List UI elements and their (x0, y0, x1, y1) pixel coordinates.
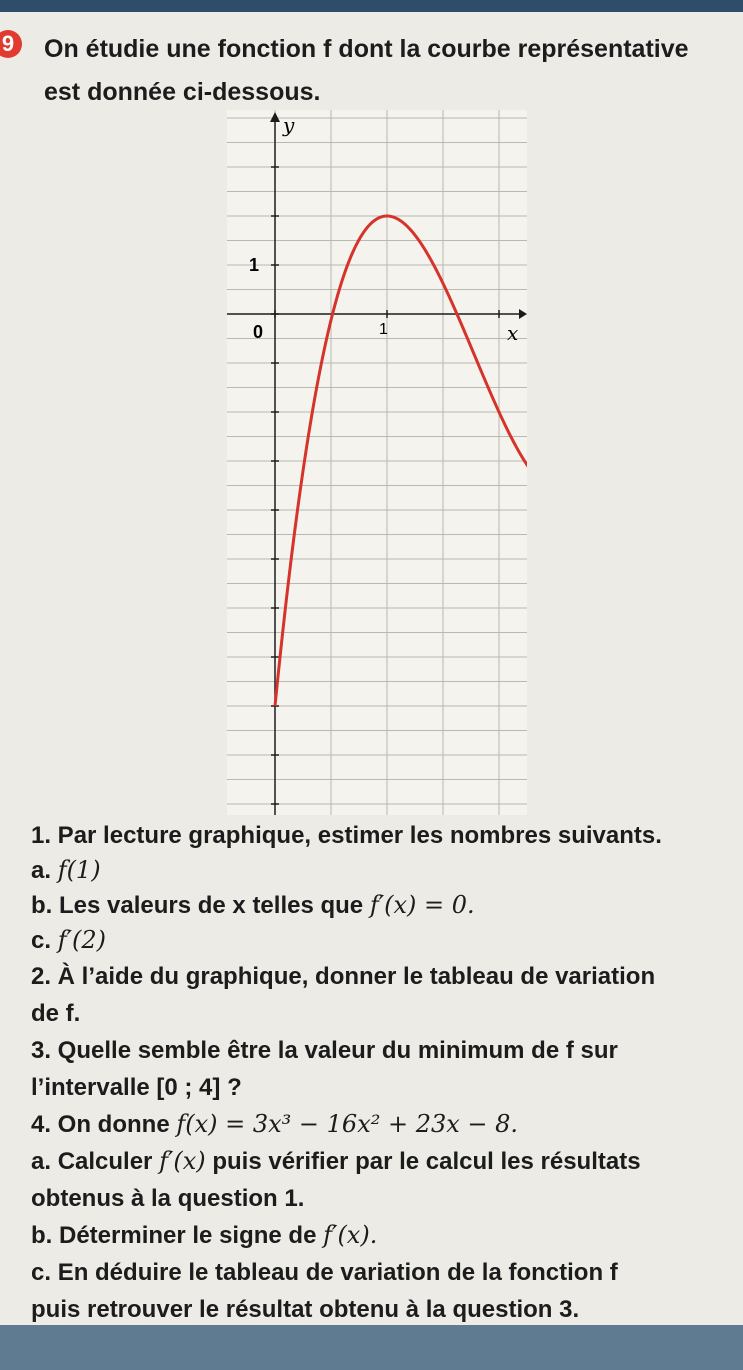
question-1a (31, 853, 731, 888)
function-graph (227, 110, 527, 815)
question-4c-label: c. (31, 1259, 52, 1286)
exercise-intro (44, 28, 724, 114)
question-4b-text: Déterminer le signe de (59, 1222, 317, 1249)
question-4a-math: f′(x) (159, 1147, 206, 1175)
question-4a (31, 1143, 731, 1180)
question-1c-math: f′(2) (57, 926, 107, 954)
question-4a-text-2: puis vérifier par le calcul les résultats (212, 1148, 641, 1175)
question-4a-label: a. (31, 1148, 52, 1175)
intro-line-2: est donnée ci-dessous. (44, 78, 321, 106)
x-unit-label: 1 (379, 321, 388, 338)
question-1b-text: Les valeurs de x telles que (59, 892, 364, 919)
bottom-bar (0, 1325, 743, 1370)
question-1b-label: b. (31, 892, 53, 919)
question-3-line-2: l’intervalle [0 ; 4] ? (31, 1074, 242, 1101)
question-3-line-1: 3. Quelle semble être la valeur du minimum de f sur (31, 1037, 618, 1064)
question-1b-math: f′(x) = 0. (369, 891, 475, 919)
question-4c-line-1: En déduire le tableau de variation de la fonction f (57, 1259, 618, 1286)
question-4-text: 4. On donne (31, 1111, 170, 1138)
question-4-math: f(x) = 3x³ − 16x² + 23x − 8. (176, 1110, 519, 1138)
question-1c (31, 923, 731, 958)
question-1a-math: f(1) (57, 856, 101, 884)
question-2-line-1: 2. À l’aide du graphique, donner le tableau de variation (31, 963, 656, 990)
question-4c (31, 1254, 731, 1291)
question-4a-text-1: Calculer (57, 1148, 153, 1175)
x-axis-label: x (507, 321, 519, 345)
y-axis-label: y (283, 113, 295, 137)
question-4c-line-2: puis retrouver le résultat obtenu à la question 3. (31, 1296, 580, 1323)
question-1a-label: a. (31, 857, 52, 884)
question-4 (31, 1106, 731, 1143)
exercise-number-badge: 9 (0, 30, 22, 58)
question-2-line-2: de f. (31, 1000, 81, 1027)
question-4a-line-2: obtenus à la question 1. (31, 1185, 305, 1212)
question-1c-label: c. (31, 927, 52, 954)
question-1b (31, 888, 731, 923)
question-4b-math: f′(x). (323, 1221, 378, 1249)
question-4b (31, 1217, 731, 1254)
top-bar (0, 0, 743, 12)
origin-label: 0 (253, 322, 264, 342)
intro-line-1: On étudie une fonction f dont la courbe représentative (44, 35, 689, 63)
question-4b-label: b. (31, 1222, 53, 1249)
question-1: 1. Par lecture graphique, estimer les nombres suivants. (31, 822, 662, 849)
y-unit-label: 1 (249, 255, 260, 275)
questions (31, 818, 731, 1328)
